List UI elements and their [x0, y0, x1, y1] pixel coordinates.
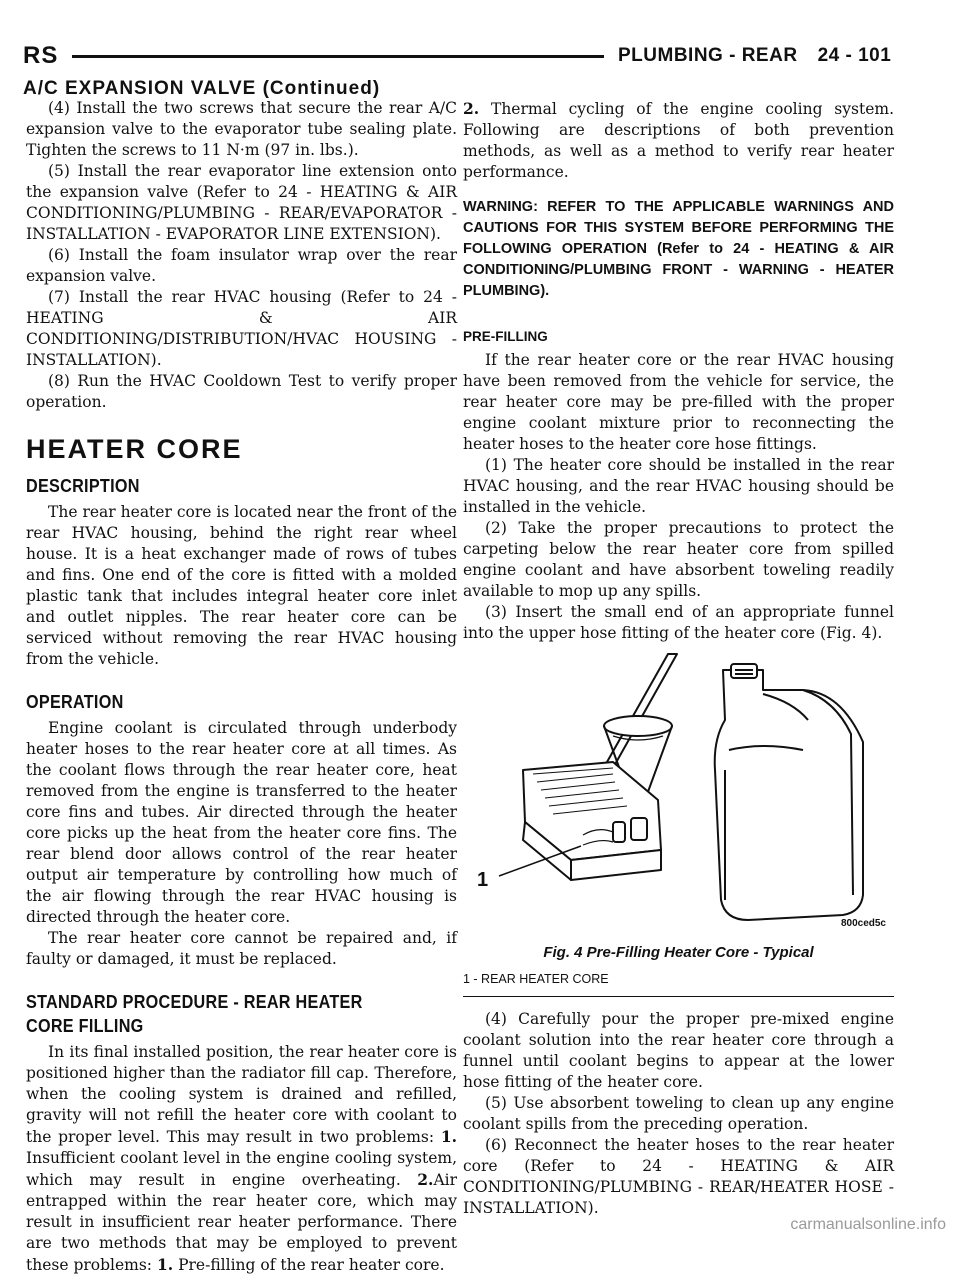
step-paragraph: (6) Install the foam insulator wrap over the rear expansion valve. [26, 246, 457, 285]
right-column [463, 98, 894, 1219]
page-header [618, 45, 891, 67]
continuation-paragraph: 2. Thermal cycling of the engine cooling system. Following are descriptions of both prevention methods, as well as a method to verify rear heater performance. [463, 99, 894, 181]
figure-prefill-heater-core [463, 650, 894, 940]
section-code: RS [23, 42, 59, 69]
continued-title: A/C EXPANSION VALVE (Continued) [23, 78, 381, 99]
header-rule [72, 55, 604, 58]
step-paragraph: (1) The heater core should be installed in the rear HVAC housing, and the rear HVAC housing should be installed in the vehicle. [463, 456, 894, 516]
description-paragraph: The rear heater core is located near the front of the rear HVAC housing, behind the right rear wheel house. It is a heat exchanger made of rows of tubes and fins. One end of the core is fitted with a molded plastic tank that includes integral heater core inlet and outlet nipples. The rear heater core can be serviced without removing the rear HVAC housing from the vehicle. [26, 503, 457, 668]
operation-paragraph: Engine coolant is circulated through underbody heater hoses to the rear heater core at all times. As the coolant flows through the rear heater core, heat removed from the engine is transferred to the heater core fins and tubes. Air directed through the heater core picks up the heat from the heater core fins. The rear blend door allows control of the rear heater output air temperature by controlling how much of the air flowing through the rear HVAC housing is directed through the heater core. [26, 719, 457, 926]
step-paragraph: (4) Carefully pour the proper pre-mixed engine coolant solution into the rear heater core through a funnel until coolant begins to appear at the lower hose fitting of the heater core. [463, 1010, 894, 1091]
page-number: 24 - 101 [817, 45, 892, 66]
warning-paragraph: WARNING: REFER TO THE APPLICABLE WARNINGS AND CAUTIONS FOR THIS SYSTEM BEFORE PERFORMING THE FOLLOWING OPERATION (Refer to 24 - HEATING & AIR CONDITIONING/PLUMBING FRONT - WARNING - HEATER PLUMBING). [463, 199, 894, 299]
step-paragraph: (5) Use absorbent toweling to clean up any engine coolant spills from the preceding operation. [463, 1094, 894, 1133]
step-paragraph: (5) Install the rear evaporator line extension onto the expansion valve (Refer to 24 - HEATING & AIR CONDITIONING/PLUMBING - REAR/EVAPORATOR - INSTALLATION - EVAPORATOR LINE EXTENSION). [26, 162, 457, 243]
heading-description: DESCRIPTION [26, 476, 140, 496]
step-paragraph: (2) Take the proper precautions to protect the carpeting below the rear heater core from spilled engine coolant and have absorbent toweling readily available to mop up any spills. [463, 519, 894, 600]
operation-paragraph: The rear heater core cannot be repaired and, if faulty or damaged, it must be replaced. [26, 929, 457, 968]
step-paragraph: (3) Insert the small end of an appropriate funnel into the upper hose fitting of the heater core (Fig. 4). [463, 603, 894, 642]
heading-pre-filling: PRE-FILLING [463, 329, 548, 344]
left-column [26, 98, 457, 1276]
figure-callout: 1 [477, 869, 489, 891]
step-paragraph: (4) Install the two screws that secure the rear A/C expansion valve to the evaporator tube sealing plate. Tighten the screws to 11 N·m (97 in. lbs.). [26, 99, 457, 159]
figure-legend: 1 - REAR HEATER CORE [463, 969, 894, 997]
step-paragraph: (8) Run the HVAC Cooldown Test to verify proper operation. [26, 372, 457, 411]
figure-code: 800ced5c [840, 918, 886, 929]
step-paragraph: (6) Reconnect the heater hoses to the rear heater core (Refer to 24 - HEATING & AIR CONDITIONING/PLUMBING - REAR/HEATER HOSE - INSTALLATION). [463, 1136, 894, 1217]
section-title: PLUMBING - REAR [618, 45, 798, 66]
heading-standard-procedure-cont: CORE FILLING [26, 1016, 144, 1036]
watermark: carmanualsonline.info [790, 1216, 946, 1233]
heading-operation: OPERATION [26, 692, 124, 712]
heading-heater-core: HEATER CORE [26, 434, 243, 464]
step-paragraph: (7) Install the rear HVAC housing (Refer to 24 - HEATING & AIR CONDITIONING/DISTRIBUTION/HVAC HOUSING - INSTALLATION). [26, 288, 457, 369]
heading-standard-procedure: STANDARD PROCEDURE - REAR HEATER [26, 992, 363, 1012]
standard-procedure-paragraph: In its final installed position, the rear heater core is positioned higher than the radiator fill cap. Therefore, when the cooling system is drained and refilled, gravity will not refill the heater core with coolant to the proper level. This may result in two problems: 1. Insufficient coolant level in the engine cooling system, which may result in engine overheating. 2.Air entrapped within the rear heater core, which may result in insufficient rear heater performance. There are two methods that may be employed to prevent these problems: 1. Pre-filling of the rear heater core. [26, 1043, 457, 1274]
figure-caption: Fig. 4 Pre-Filling Heater Core - Typical [543, 944, 814, 961]
prefill-paragraph: If the rear heater core or the rear HVAC housing have been removed from the vehicle for service, the rear heater core may be pre-filled with the proper engine coolant mixture prior to reconnecting the heater hoses to the heater core hose fittings. [463, 351, 894, 453]
funnel-and-jug-illustration [463, 650, 894, 940]
